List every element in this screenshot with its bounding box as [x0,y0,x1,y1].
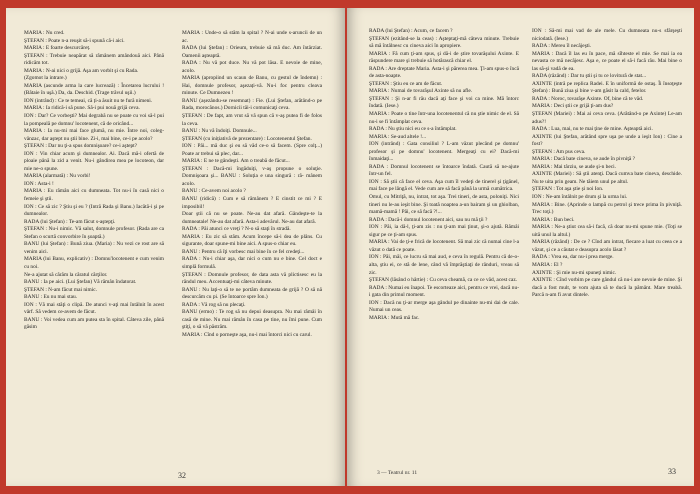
dialogue-line: ION : Păi, măi, ce lucru să mai aud, e ceva în regulă. Pentru că de-o-alta, ştiu ei, ce stă de lene, când vă împrăştiaţi de rânduri, vreau să zic. [369,254,519,276]
dialogue-line: ŞTEFAN : Domnule profesor, de data asta vă plictisesc eu la rândul meu. Accentuaţi-mi câteva minute. [182,271,322,286]
dialogue-line: ION (intrând) : Gata consiliul ? L-am văzut plecând pe domnu' profesor şi pe domnu' locotenent. Mergeaţi cu ei? Dacă-mi înmaidaţi... [369,141,519,163]
dialogue-line: MARIA : Deci ştii ce grijă ţi-am dus? [532,103,614,110]
dialogue-line: MARIA : Dacă îl las eu în pace, mă sîhteste el mie. Se mai ia ea nevasta ce mă necăjesc. Aşa e, ce poate el să-i facă rău. Mai bine o las să-şi vadă de ea. [532,50,682,72]
dialogue-line: ION : Ce să zic ? Ştiu şi eu ? (Intră Rada şi Banu.) Iacătă-i şi pe dumnealor. [24,203,164,218]
dialogue-line: RADA : Lua, mai, nu te mai ţine de mine. Aşteaptă aici. [532,126,653,133]
dialogue-line: AXINTE (lui Ştefan, arătând spre uşa pe unde a ieşit Ion) : Cine a fost? [532,133,682,148]
dialogue-line: RADA : Domnul locotenent se întoarce îndată. Caută să ne-ajute într-un fel. [369,163,519,178]
dialogue-line: MARIA : E foarte descurcăreț. [24,45,91,52]
dialogue-line: ION : Ne-am întâlnit pe drum şi la urma lui. [532,194,628,201]
dialogue-line: ŞTEFAN : N-am făcut mai nimic. [24,286,97,293]
dialogue-line: MARIA : Ia nu-mi mai face glumă, nu mie. Între noi, coleg-vânzac, dar aştept nu ştii bine. Zi-i, mai bine, ce-i pe acolo? [24,128,164,142]
left-page-number: 32 [178,471,186,480]
dialogue-line: MARIA : El ? [532,261,563,268]
dialogue-line: RADA (lui Ştefan) : Acum, ce facem ? [369,28,453,34]
dialogue-line: MARIA : Mai târziu, se aude şi-n beci. [532,163,616,170]
dialogue-line: BANU : Voi vedea cum am putea sta în spital. Câteva zile, până găsim [24,316,164,331]
dialogue-line: BANU (ermo) : Te rog să nu depui deasupra. Nu mai rămâi în casă de mine. Nu mai rămân în casa pe tine, nu îmi pune. Cum ştiţi, o să vă păstrăm. [182,309,322,331]
dialogue-line: BANU (ridică) : Cum e să rămânem ? E cinstit ce mi ? E imposibil! [182,196,322,210]
dialogue-line: MARIA : Unde-o să stăm la spital ? N-ai unde s-aruncii de un ac. [182,30,322,44]
page-footer: 3 — Teatrul nr. 11 [377,470,418,476]
dialogue-line: AXINTE : Cînd vorbim pe care gândul că nu-i are nevoie de mine. Şi dacă a fost mult, te vom ajuta să te ducă la pământ. Mare treabă. Parcă n-am fi avut dintele. [532,277,682,299]
dialogue-line: BANU (lui Ştefan) : Bună ziua. (Maria) : Nu vezi ce rost are să venim aici. [24,241,164,255]
dialogue-line: ION : Dacă nu ţi-ar merge aşa gândul pe dinainte nu-mi dai de cale. Numai un ceas. [369,299,519,314]
dialogue-line: MARIA : N-ai nici o grijă. Aşa am vorbit şi cu Rada. [24,67,139,74]
dialogue-line: ŞTEFAN : Ştiu eu ce am de făcut. [369,80,443,87]
dialogue-line: ION : Vă mai stăţi o clipă. De atunci v-aţi mai întâlnit în acest vârf. Să vedem ce-avem de făcut. [24,301,164,316]
right-page-column-2 [532,28,682,300]
dialogue-line: RADA : Nu-i chiar aşa, dar nici o cum nu e bine. Cel doct e simplă formulă. [182,256,322,270]
dialogue-line: BANU : Pentru că îţi vorbesc mai bine în ce fel credeţi... [182,248,305,255]
dialogue-line: BANU : Nu laţi-o să te ne portăm dumneata de grijă ? O să nă descurcăm cu pi. (Se întoarce spre Ion.) [182,286,322,301]
dialogue-line: ŞTEFAN (lăsând o hârtie) : Cu ceva cheamă, ca ce ce văd, acest caz. [369,277,518,284]
dialogue-line: RADA : Păi atunci ce vreţi ? N-o să staţi în stradă. [182,226,291,233]
left-page [6,8,345,486]
dialogue-line: MARIA : Eu zic să stăm. Acum începe să-i dea de plâns. Cu sigurante, doar spune-mi bine aici. A spus-o chiar eu. [182,233,322,248]
dialogue-line: ION : Să-mi mai vad de ale mele. Cu dumneata nu-s sfârşeşti niciodată. (Iese.) [532,28,682,42]
dialogue-line: Doar ştii că nu se poate. Ne-au dat afară. Gândeşte-te la dumneatale! Ne-au dat afară. Asta-i adevărul. Ne-au dat afară. [182,211,322,225]
dialogue-line: MARIA : Numai de tovarăşul Axinte să nu afle. [369,88,473,95]
dialogue-line: ŞTEFAN : De fapt, am vrut să vă spun că v-aş putea fi de folos la ceva. [182,113,322,127]
dialogue-line: MARIA : Dacă bate cineva, se aude în pivniţă ? [532,156,635,163]
dialogue-line: BANU : Ia pe aici. (Lui Ştefan) Vă rămân îndatorat. [24,279,137,286]
dialogue-line: MARIA : Cînd o porneşte aşa, nu-i mai întorci nici cu carul. [182,331,312,338]
dialogue-line: ŞTEFAN : Şi n-ar fi rău dacă aţi face şi voi ca mine. Mă întorc îndată. (Iese.) [369,95,519,110]
dialogue-line: MARIA : Vai de ţi-e frică de locotenent. Să mai zic că numai cine l-a văzut o dată ce poate. [369,239,519,253]
dialogue-line: ION : Vin chiar acum şi dumnealor. Ai. Dacă mă-i ofertă de ploaie până la zid a venit. Nu-i gândirea mea pe locoteon, dar mie ne-o spune. [24,150,164,172]
dialogue-line: ŞTEFAN (cu inițiativă de prezentare) : Locotenentul Ştefan. [182,135,312,142]
dialogue-line: MARIA : Fă cum ţi-am spus, şi dă-i de ştire tovarăşului Axinte. E răspundere mare şi trebuie să hotărască chiar el. [369,50,519,65]
dialogue-line: MARIA : Poate o tine într-una locotenentul că nu ştie nimic de el. Să nu-i se fi întâmplat ceva. [369,111,519,125]
right-page-column-1 [369,28,519,322]
dialogue-line: ŞTEFAN (ezitând-se la ceas) : Aşteptaţi-mă câteva minute. Trebuie să mă întâlnesc cu cineva aici în apropiere. [369,35,519,50]
dialogue-line: ŞTEFAN : Trebuie neapărat să rămânem amândouă aici. Până ridicăm tot. [24,52,164,67]
dialogue-line: ŞTEFAN : Dacă-mi îngăduiţi, v-aş propune o soluţie. Domnişoara şi... BANU : Soluția e una singură : ră- mânem acolo. [182,165,322,187]
dialogue-line: MARIA (lui Banu, explicativ) : Domnu'locotenent e cum venim cu noi. [24,256,164,270]
dialogue-line: ŞTEFAN : Nu-i nimic. Vă salut, domnule profesor. (Rada are ca Stefan o scurtă convorbire în şoaptă.) [24,226,164,240]
dialogue-line: ŞTEFAN : Tot aşa ştie şi noi Ion. [532,186,604,193]
dialogue-line: MARIA : Eu rămân aici cu dumneata. Tot nu-i în casă nici o femeie şi ştii. [24,188,164,203]
dialogue-line: ION : Păi... mă duc şi eu să văd ce-o să facem. (Spre colţ...) Poate ar trebui să plec, dar... [182,143,322,157]
dialogue-line: RADA (lui Ştefan) : Orieum, trebuie să mă duc. Am întârziat. Oamenii aşteaptă. [182,45,322,59]
dialogue-line: ŞTEFAN : Dar nu ţi-a spus domnişoare? ce-i aştept? [24,143,138,150]
dialogue-line: MARIA : Nu cred. [24,30,65,36]
dialogue-line: ION : Păi, ia dă-l, ţi-am zis : nu ţi-am mai ţinut, şi-o ajută. Rămâi sigur pe ce ţi-am spus. [369,224,519,238]
dialogue-line: BANU : Eu nu mai stau. [24,294,78,301]
dialogue-line: RADA : Nu ştiu nici eu ce s-a întâmplat. [369,126,457,133]
dialogue-line: ŞTEFAN : Am pus ceva. [532,148,586,155]
dialogue-line: RADA : Vrea ea, dar nu-i prea merge. [532,254,614,261]
right-page-number: 33 [668,467,676,476]
dialogue-line: (Zgomot la intrare.) [24,75,67,82]
dialogue-line: RADA : Nu vă pot duce. Nu vă pot lăsa. E nevoie de mine, acolo. [182,60,322,74]
dialogue-line: ION : Să ştii că face el ceva. Aşa cum îl vedeţi de tinerel şi ţigănel, mai face pe lângă el. Vede cum are să facă până la urmă cumătrica. [369,178,519,193]
dialogue-line: MARIA : E ne te gândeşti. Am o treabă de făcut... [182,158,290,165]
dialogue-line: BANU : Nu vă îndoiţi. Domnule... [182,128,257,135]
dialogue-line: ŞTEFAN : Poate n-a reuşit să-i spună că-i aici. [24,37,125,44]
left-page-column-2 [182,30,322,339]
dialogue-line: AXINTE (Mariei) : Să ştii atenţi. Dacă cumva bate cineva, deschide. Nu te uita prin geam. Ne tăiem unul pe altul. [532,171,682,185]
dialogue-line: RADA : Noroc, tovarăşe Axinte. Of, bine că te văd. [532,95,644,102]
dialogue-line: MARIA (ascunde arma la care lucrează) : Încetarea lucrului ! (Bătaie în uşă.) Da, da. Deschid. (Trage trăvul uşii.) [24,82,164,97]
dialogue-line: BANU (așezându-se resemnat) : Fie. (Lui Ştefan, arătând-o pe Rada, morocănos.) Dornicii tăi-i comunicaţi ceva. [182,97,322,112]
dialogue-line: AXINTE : Şi mie nu-mi spuneţi nimic. [532,269,617,276]
dialogue-line: ION (intrând) : Ce te temeai, că ți-a ăsuit nu te fură nimeni. [24,97,153,104]
dialogue-line: MARIA : Bun beci. [532,216,575,223]
dialogue-line: RADA : Mereu îl necăjeşti. [532,43,592,50]
dialogue-line: MARIA (alarmată) : Nu vorbi! [24,173,91,180]
dialogue-line: MARIA : Mută mă fac. [369,314,420,321]
dialogue-line: RADA (râzând) : Dar tu ştii şi tu ce lovitură de stat... [532,73,647,80]
dialogue-line: RADA : Dacă-i domnul locotenent aici, sau nu mă ţii ? [369,216,488,223]
dialogue-line: MARIA : Ne-a ştiut cea să-i facă, că doar nu-mi spune mie. (Toţi se uită unul la altul.) [532,224,682,238]
dialogue-line: ION : Dar? Ce vorbeşti? Mai degrabă nu se poate cu voi să-l pui la pompeală pe domnu' locotenent, că de oricând... [24,113,164,127]
left-page-column-1 [24,30,164,332]
dialogue-line: MARIA : Ia ridică-i să pune. Să-i pui nouă grijă ceva. [24,105,140,112]
dialogue-line: Ne-a ajutat să cărăm la căratul cărţilor. [24,271,108,278]
right-page [347,8,694,486]
dialogue-line: RADA : Are dreptate Maria. Asta-i şi părerea mea. Ţi-am spus-o încă de asta-noapte. [369,65,519,80]
dialogue-line: Omul, cu Mitriţă, nu, intrat, tot aşa. Trei tineri, de asta, poloniţi. Nici tineri nu le-au ieşit bine. Şi toată noaptea a-un bairam şi un ghiolban, mamă-mamă ! Păi, ce să facă ?!... [369,194,519,216]
dialogue-line: MARIA : Bine. (Aprinde o lampă cu petrol şi trece prima în pivniţă. Trec toţi.) [532,201,682,216]
dialogue-line: MARIA (apropiind un scaun de Banu, cu gestul de îndemn) : Hai, domnule profesor, aşezați-vă. Nu-i foc pentru cleava minute. Ce Dumnezeu ! [182,75,322,97]
dialogue-line: MARIA : Se-aud altele !... [369,133,427,140]
dialogue-line: MARIA (râzând) : De ce ? Cînd am intrat, fiecare a luat cu ceea ce a văzut, şi ce a căutat e deasupra acolo lăsat ? [532,239,682,253]
dialogue-line: RADA : Vă rog să nu plecaţi. [182,301,246,308]
dialogue-line: ŞTEFAN (Mariei) : Mai ai ceva ceva. (Arătând-o pe Axinte) Le-am adus?! [532,111,682,125]
dialogue-line: AXINTE (intră pe replica Radei. E în uniformă de ostaş. Îi însoţeşte Ştefan) : Bună ziua şi bine v-am găsit la cald, fetelor. [532,80,682,95]
dialogue-line: RADA : Numai eu înapoi. Te escorteaze aici, pentru ce vrei, dacă nu-i gata din primul moment. [369,284,519,299]
dialogue-line: BANU : Ce-avem noi acolo ? [182,188,246,195]
dialogue-line: ION : Asta-i ! [24,180,54,187]
dialogue-line: RADA (lui Ştefan) : Te-am făcut s-aştepţi. [24,218,116,225]
